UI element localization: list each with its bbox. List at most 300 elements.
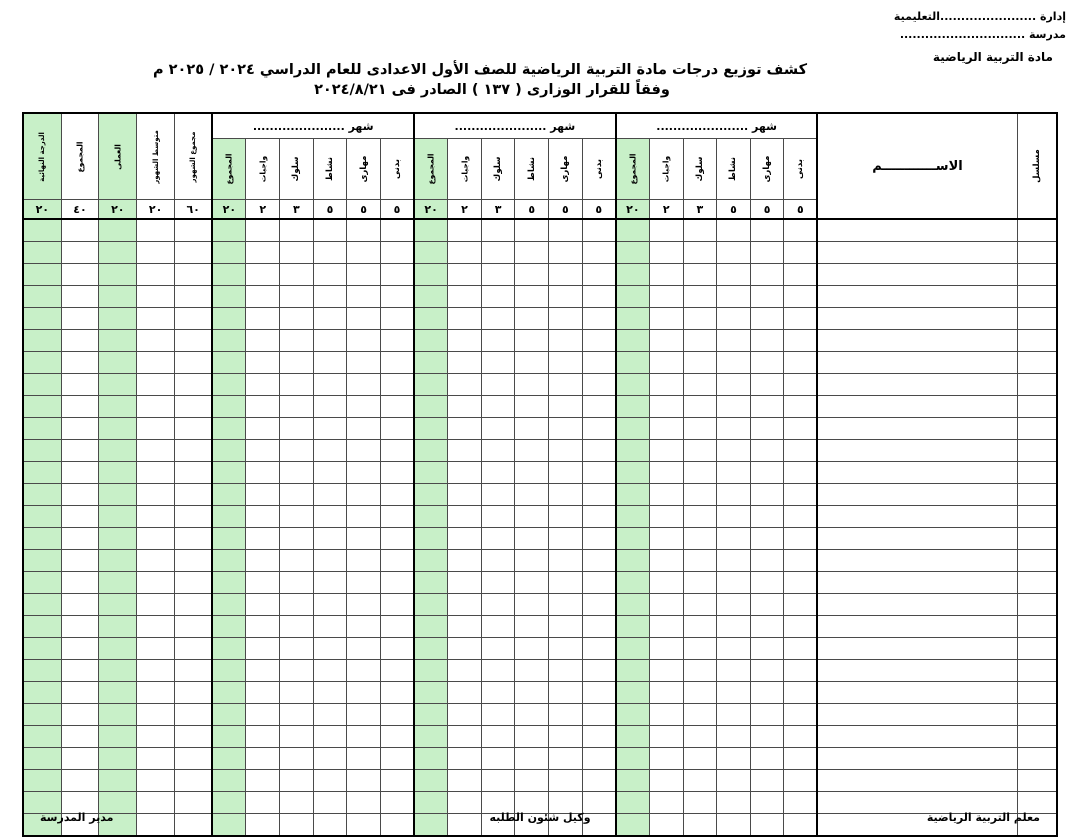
cell-grade[interactable] (616, 286, 650, 308)
cell-grade[interactable] (313, 352, 347, 374)
cell-grade[interactable] (784, 396, 818, 418)
cell-name[interactable] (817, 286, 1017, 308)
cell-grade[interactable] (649, 308, 683, 330)
cell-grade[interactable] (212, 770, 246, 792)
cell-grade[interactable] (212, 286, 246, 308)
cell-grade[interactable] (750, 704, 784, 726)
cell-serial[interactable] (1017, 286, 1057, 308)
cell-grade[interactable] (683, 374, 717, 396)
cell-grade[interactable] (280, 528, 314, 550)
cell-grade[interactable] (280, 572, 314, 594)
cell-name[interactable] (817, 572, 1017, 594)
cell-grade[interactable] (99, 418, 137, 440)
cell-grade[interactable] (750, 286, 784, 308)
cell-serial[interactable] (1017, 264, 1057, 286)
cell-grade[interactable] (582, 550, 616, 572)
cell-grade[interactable] (515, 264, 549, 286)
cell-serial[interactable] (1017, 528, 1057, 550)
cell-grade[interactable] (137, 704, 175, 726)
cell-grade[interactable] (23, 594, 61, 616)
cell-grade[interactable] (137, 748, 175, 770)
cell-grade[interactable] (313, 638, 347, 660)
cell-serial[interactable] (1017, 219, 1057, 242)
cell-grade[interactable] (175, 418, 213, 440)
cell-grade[interactable] (515, 374, 549, 396)
cell-grade[interactable] (246, 308, 280, 330)
cell-serial[interactable] (1017, 660, 1057, 682)
cell-grade[interactable] (616, 352, 650, 374)
cell-grade[interactable] (61, 396, 99, 418)
cell-grade[interactable] (347, 572, 381, 594)
cell-grade[interactable] (582, 704, 616, 726)
cell-grade[interactable] (750, 462, 784, 484)
cell-grade[interactable] (414, 704, 448, 726)
cell-serial[interactable] (1017, 638, 1057, 660)
cell-serial[interactable] (1017, 242, 1057, 264)
table-row[interactable] (23, 726, 1057, 748)
cell-grade[interactable] (750, 550, 784, 572)
cell-grade[interactable] (481, 330, 515, 352)
cell-grade[interactable] (99, 219, 137, 242)
cell-grade[interactable] (515, 726, 549, 748)
cell-grade[interactable] (515, 462, 549, 484)
cell-grade[interactable] (649, 352, 683, 374)
cell-grade[interactable] (448, 219, 482, 242)
cell-grade[interactable] (61, 330, 99, 352)
cell-grade[interactable] (448, 528, 482, 550)
cell-grade[interactable] (649, 506, 683, 528)
cell-grade[interactable] (549, 704, 583, 726)
cell-grade[interactable] (61, 638, 99, 660)
cell-grade[interactable] (175, 484, 213, 506)
cell-grade[interactable] (61, 616, 99, 638)
cell-grade[interactable] (414, 484, 448, 506)
cell-grade[interactable] (23, 286, 61, 308)
table-row[interactable] (23, 484, 1057, 506)
cell-grade[interactable] (246, 286, 280, 308)
cell-serial[interactable] (1017, 616, 1057, 638)
cell-grade[interactable] (616, 374, 650, 396)
cell-grade[interactable] (61, 308, 99, 330)
cell-grade[interactable] (717, 682, 751, 704)
cell-grade[interactable] (99, 330, 137, 352)
cell-grade[interactable] (717, 616, 751, 638)
cell-grade[interactable] (212, 506, 246, 528)
cell-grade[interactable] (683, 418, 717, 440)
cell-name[interactable] (817, 550, 1017, 572)
table-row[interactable] (23, 682, 1057, 704)
cell-serial[interactable] (1017, 748, 1057, 770)
cell-grade[interactable] (246, 484, 280, 506)
cell-name[interactable] (817, 440, 1017, 462)
cell-grade[interactable] (481, 748, 515, 770)
cell-grade[interactable] (23, 704, 61, 726)
cell-grade[interactable] (448, 748, 482, 770)
cell-grade[interactable] (582, 528, 616, 550)
cell-grade[interactable] (414, 572, 448, 594)
cell-grade[interactable] (481, 396, 515, 418)
cell-grade[interactable] (246, 550, 280, 572)
cell-serial[interactable] (1017, 726, 1057, 748)
cell-grade[interactable] (380, 352, 414, 374)
cell-grade[interactable] (313, 594, 347, 616)
cell-grade[interactable] (61, 550, 99, 572)
cell-name[interactable] (817, 242, 1017, 264)
cell-grade[interactable] (23, 528, 61, 550)
cell-grade[interactable] (549, 550, 583, 572)
cell-grade[interactable] (414, 286, 448, 308)
cell-serial[interactable] (1017, 462, 1057, 484)
cell-grade[interactable] (175, 704, 213, 726)
cell-name[interactable] (817, 638, 1017, 660)
cell-grade[interactable] (280, 374, 314, 396)
cell-grade[interactable] (448, 616, 482, 638)
cell-grade[interactable] (175, 528, 213, 550)
cell-grade[interactable] (99, 770, 137, 792)
cell-grade[interactable] (313, 506, 347, 528)
cell-grade[interactable] (717, 308, 751, 330)
cell-grade[interactable] (246, 506, 280, 528)
cell-grade[interactable] (246, 704, 280, 726)
cell-grade[interactable] (549, 770, 583, 792)
cell-grade[interactable] (212, 308, 246, 330)
cell-grade[interactable] (481, 418, 515, 440)
table-row[interactable] (23, 638, 1057, 660)
cell-name[interactable] (817, 682, 1017, 704)
cell-grade[interactable] (23, 770, 61, 792)
cell-grade[interactable] (61, 748, 99, 770)
cell-grade[interactable] (549, 330, 583, 352)
cell-grade[interactable] (414, 418, 448, 440)
cell-grade[interactable] (717, 638, 751, 660)
cell-grade[interactable] (61, 770, 99, 792)
cell-grade[interactable] (784, 462, 818, 484)
cell-grade[interactable] (280, 462, 314, 484)
cell-grade[interactable] (549, 352, 583, 374)
cell-grade[interactable] (61, 682, 99, 704)
cell-grade[interactable] (380, 748, 414, 770)
cell-grade[interactable] (23, 308, 61, 330)
cell-grade[interactable] (414, 374, 448, 396)
cell-grade[interactable] (784, 418, 818, 440)
cell-grade[interactable] (175, 572, 213, 594)
cell-grade[interactable] (616, 330, 650, 352)
cell-grade[interactable] (99, 594, 137, 616)
cell-grade[interactable] (99, 550, 137, 572)
cell-grade[interactable] (717, 286, 751, 308)
cell-grade[interactable] (616, 748, 650, 770)
cell-grade[interactable] (549, 748, 583, 770)
cell-grade[interactable] (313, 572, 347, 594)
cell-grade[interactable] (515, 748, 549, 770)
cell-grade[interactable] (549, 308, 583, 330)
cell-grade[interactable] (61, 484, 99, 506)
cell-grade[interactable] (280, 748, 314, 770)
cell-grade[interactable] (380, 616, 414, 638)
cell-grade[interactable] (280, 704, 314, 726)
cell-grade[interactable] (481, 704, 515, 726)
cell-grade[interactable] (515, 572, 549, 594)
cell-grade[interactable] (246, 462, 280, 484)
cell-grade[interactable] (212, 682, 246, 704)
cell-grade[interactable] (582, 682, 616, 704)
cell-name[interactable] (817, 374, 1017, 396)
cell-grade[interactable] (99, 440, 137, 462)
cell-grade[interactable] (212, 418, 246, 440)
cell-grade[interactable] (380, 484, 414, 506)
cell-grade[interactable] (649, 484, 683, 506)
cell-grade[interactable] (784, 616, 818, 638)
cell-grade[interactable] (750, 484, 784, 506)
table-row[interactable] (23, 418, 1057, 440)
cell-grade[interactable] (175, 616, 213, 638)
cell-grade[interactable] (683, 264, 717, 286)
cell-serial[interactable] (1017, 374, 1057, 396)
cell-grade[interactable] (347, 308, 381, 330)
cell-grade[interactable] (582, 286, 616, 308)
cell-grade[interactable] (280, 264, 314, 286)
cell-grade[interactable] (23, 748, 61, 770)
cell-name[interactable] (817, 528, 1017, 550)
cell-grade[interactable] (448, 396, 482, 418)
cell-grade[interactable] (23, 550, 61, 572)
cell-grade[interactable] (784, 770, 818, 792)
cell-grade[interactable] (61, 704, 99, 726)
cell-grade[interactable] (61, 219, 99, 242)
cell-grade[interactable] (280, 660, 314, 682)
cell-grade[interactable] (683, 308, 717, 330)
cell-grade[interactable] (717, 396, 751, 418)
cell-grade[interactable] (784, 594, 818, 616)
cell-grade[interactable] (414, 462, 448, 484)
cell-grade[interactable] (347, 506, 381, 528)
cell-grade[interactable] (137, 770, 175, 792)
cell-grade[interactable] (313, 219, 347, 242)
cell-grade[interactable] (380, 638, 414, 660)
cell-grade[interactable] (23, 462, 61, 484)
cell-grade[interactable] (649, 330, 683, 352)
cell-grade[interactable] (616, 638, 650, 660)
cell-grade[interactable] (448, 550, 482, 572)
cell-grade[interactable] (784, 726, 818, 748)
cell-grade[interactable] (683, 219, 717, 242)
cell-grade[interactable] (649, 572, 683, 594)
table-row[interactable] (23, 330, 1057, 352)
cell-grade[interactable] (414, 726, 448, 748)
cell-name[interactable] (817, 352, 1017, 374)
cell-grade[interactable] (616, 506, 650, 528)
cell-grade[interactable] (549, 264, 583, 286)
cell-grade[interactable] (347, 440, 381, 462)
cell-grade[interactable] (23, 264, 61, 286)
cell-grade[interactable] (380, 528, 414, 550)
cell-grade[interactable] (616, 704, 650, 726)
cell-grade[interactable] (481, 682, 515, 704)
cell-grade[interactable] (246, 748, 280, 770)
table-row[interactable] (23, 572, 1057, 594)
cell-grade[interactable] (549, 726, 583, 748)
cell-grade[interactable] (347, 594, 381, 616)
cell-grade[interactable] (280, 308, 314, 330)
cell-grade[interactable] (750, 440, 784, 462)
cell-grade[interactable] (212, 440, 246, 462)
cell-grade[interactable] (582, 616, 616, 638)
cell-grade[interactable] (212, 330, 246, 352)
table-row[interactable] (23, 528, 1057, 550)
cell-grade[interactable] (515, 330, 549, 352)
table-row[interactable] (23, 748, 1057, 770)
cell-grade[interactable] (380, 572, 414, 594)
cell-grade[interactable] (717, 264, 751, 286)
cell-grade[interactable] (347, 374, 381, 396)
cell-grade[interactable] (175, 770, 213, 792)
cell-grade[interactable] (448, 660, 482, 682)
cell-grade[interactable] (515, 528, 549, 550)
cell-grade[interactable] (717, 330, 751, 352)
cell-grade[interactable] (280, 396, 314, 418)
cell-grade[interactable] (212, 528, 246, 550)
cell-grade[interactable] (99, 374, 137, 396)
cell-grade[interactable] (313, 704, 347, 726)
cell-grade[interactable] (246, 594, 280, 616)
cell-grade[interactable] (649, 704, 683, 726)
cell-grade[interactable] (313, 616, 347, 638)
cell-grade[interactable] (23, 572, 61, 594)
cell-grade[interactable] (347, 396, 381, 418)
cell-grade[interactable] (481, 572, 515, 594)
cell-grade[interactable] (280, 506, 314, 528)
cell-grade[interactable] (347, 484, 381, 506)
cell-grade[interactable] (717, 748, 751, 770)
cell-grade[interactable] (481, 308, 515, 330)
cell-grade[interactable] (212, 264, 246, 286)
cell-grade[interactable] (175, 638, 213, 660)
cell-grade[interactable] (481, 550, 515, 572)
cell-grade[interactable] (717, 484, 751, 506)
cell-grade[interactable] (481, 726, 515, 748)
cell-grade[interactable] (347, 770, 381, 792)
cell-grade[interactable] (481, 506, 515, 528)
cell-grade[interactable] (137, 396, 175, 418)
cell-grade[interactable] (99, 242, 137, 264)
cell-name[interactable] (817, 748, 1017, 770)
cell-grade[interactable] (616, 440, 650, 462)
cell-grade[interactable] (175, 264, 213, 286)
cell-grade[interactable] (683, 484, 717, 506)
cell-grade[interactable] (515, 682, 549, 704)
cell-grade[interactable] (481, 528, 515, 550)
cell-grade[interactable] (347, 616, 381, 638)
cell-grade[interactable] (717, 374, 751, 396)
cell-grade[interactable] (380, 242, 414, 264)
cell-grade[interactable] (683, 330, 717, 352)
cell-grade[interactable] (515, 616, 549, 638)
cell-grade[interactable] (380, 726, 414, 748)
cell-grade[interactable] (649, 638, 683, 660)
table-row[interactable] (23, 660, 1057, 682)
cell-grade[interactable] (616, 264, 650, 286)
cell-grade[interactable] (750, 506, 784, 528)
cell-grade[interactable] (23, 638, 61, 660)
cell-grade[interactable] (649, 770, 683, 792)
cell-grade[interactable] (616, 462, 650, 484)
table-row[interactable] (23, 374, 1057, 396)
cell-name[interactable] (817, 462, 1017, 484)
cell-grade[interactable] (380, 308, 414, 330)
cell-grade[interactable] (784, 219, 818, 242)
cell-name[interactable] (817, 770, 1017, 792)
cell-serial[interactable] (1017, 440, 1057, 462)
cell-grade[interactable] (280, 286, 314, 308)
cell-grade[interactable] (515, 704, 549, 726)
cell-grade[interactable] (448, 770, 482, 792)
cell-grade[interactable] (380, 770, 414, 792)
cell-serial[interactable] (1017, 352, 1057, 374)
cell-grade[interactable] (481, 660, 515, 682)
cell-grade[interactable] (23, 660, 61, 682)
cell-grade[interactable] (61, 462, 99, 484)
cell-grade[interactable] (137, 440, 175, 462)
cell-grade[interactable] (616, 528, 650, 550)
cell-grade[interactable] (481, 242, 515, 264)
cell-grade[interactable] (549, 528, 583, 550)
cell-grade[interactable] (448, 638, 482, 660)
cell-grade[interactable] (481, 352, 515, 374)
cell-grade[interactable] (448, 572, 482, 594)
cell-grade[interactable] (61, 660, 99, 682)
cell-serial[interactable] (1017, 770, 1057, 792)
cell-grade[interactable] (246, 219, 280, 242)
cell-grade[interactable] (683, 572, 717, 594)
cell-grade[interactable] (784, 308, 818, 330)
cell-grade[interactable] (717, 726, 751, 748)
cell-grade[interactable] (582, 506, 616, 528)
cell-grade[interactable] (212, 748, 246, 770)
cell-grade[interactable] (717, 219, 751, 242)
cell-grade[interactable] (137, 660, 175, 682)
cell-grade[interactable] (380, 660, 414, 682)
cell-grade[interactable] (380, 550, 414, 572)
cell-grade[interactable] (481, 594, 515, 616)
cell-grade[interactable] (616, 418, 650, 440)
cell-grade[interactable] (582, 264, 616, 286)
cell-grade[interactable] (616, 660, 650, 682)
cell-grade[interactable] (246, 418, 280, 440)
cell-grade[interactable] (784, 440, 818, 462)
cell-grade[interactable] (313, 330, 347, 352)
cell-grade[interactable] (99, 462, 137, 484)
cell-grade[interactable] (582, 726, 616, 748)
cell-grade[interactable] (649, 550, 683, 572)
cell-grade[interactable] (750, 330, 784, 352)
cell-grade[interactable] (683, 660, 717, 682)
cell-grade[interactable] (280, 550, 314, 572)
cell-grade[interactable] (683, 242, 717, 264)
cell-grade[interactable] (414, 219, 448, 242)
cell-grade[interactable] (616, 682, 650, 704)
cell-grade[interactable] (750, 264, 784, 286)
cell-grade[interactable] (414, 682, 448, 704)
cell-grade[interactable] (212, 219, 246, 242)
cell-grade[interactable] (616, 308, 650, 330)
cell-grade[interactable] (784, 748, 818, 770)
cell-grade[interactable] (61, 726, 99, 748)
cell-grade[interactable] (717, 572, 751, 594)
cell-grade[interactable] (750, 748, 784, 770)
cell-grade[interactable] (212, 396, 246, 418)
cell-grade[interactable] (481, 770, 515, 792)
cell-grade[interactable] (280, 616, 314, 638)
